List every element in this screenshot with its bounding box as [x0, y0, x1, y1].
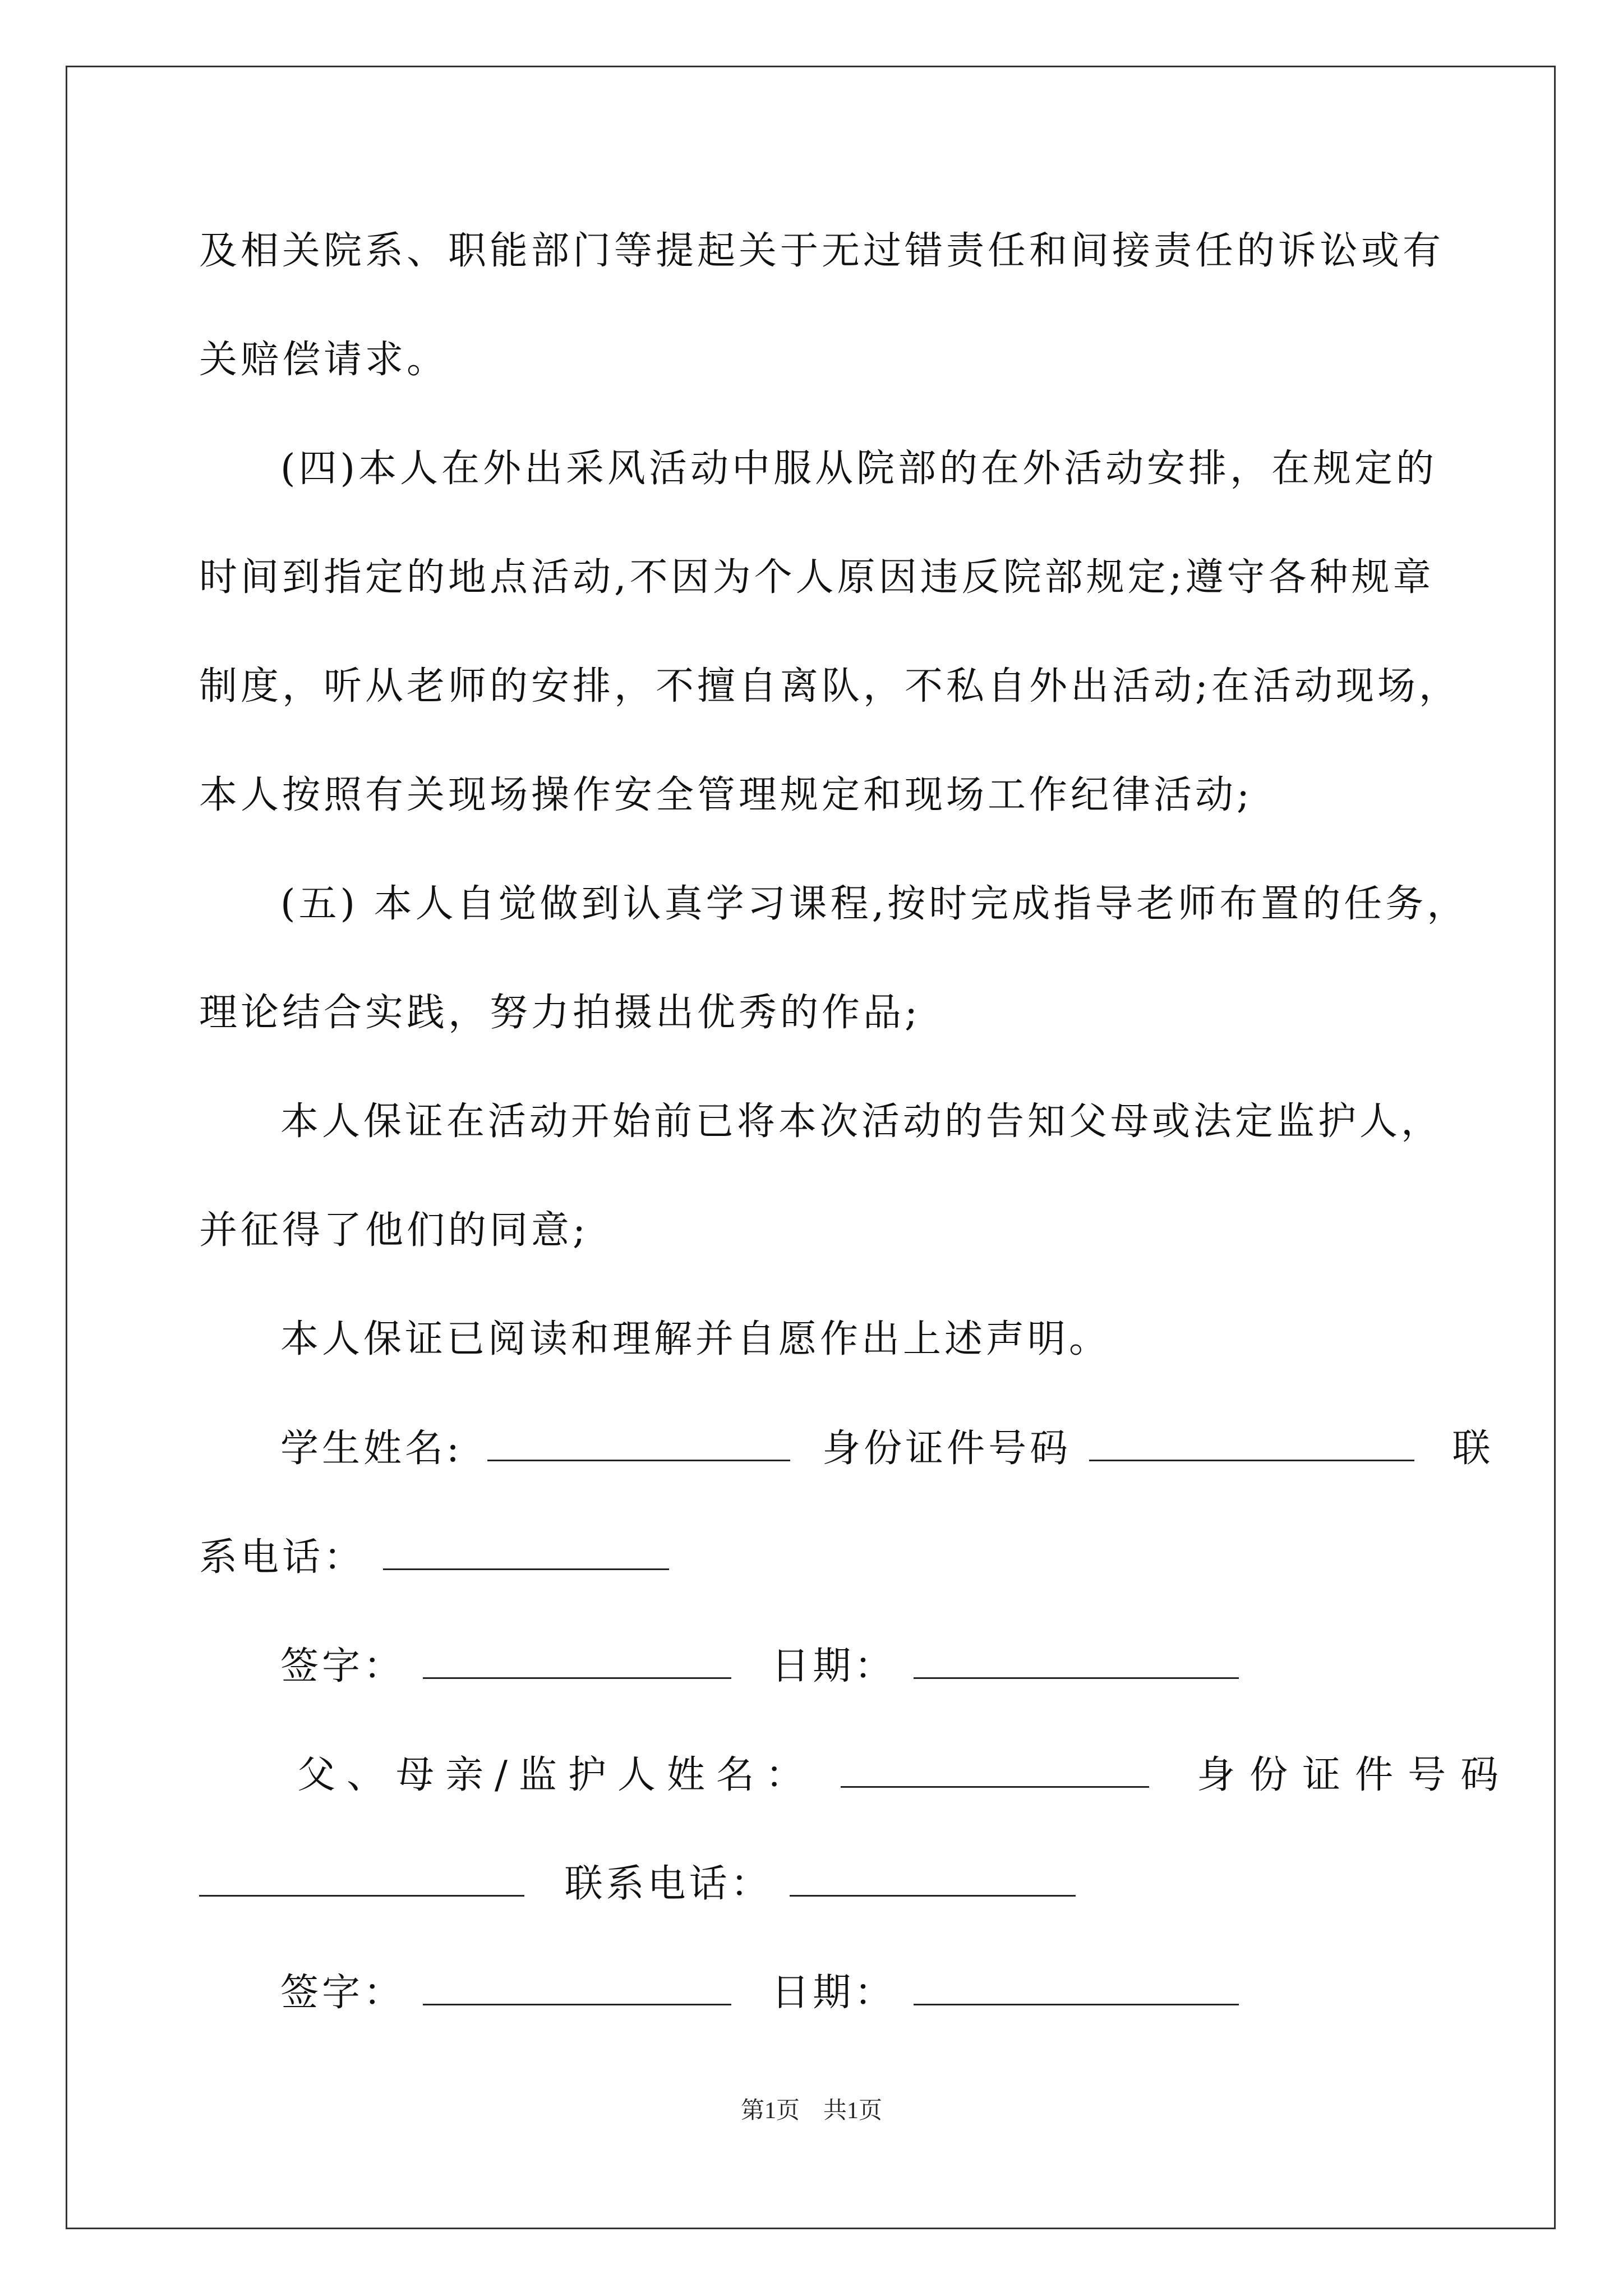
paragraph-1-line-1: 及相关院系、职能部门等提起关于无过错责任和间接责任的诉讼或有 — [199, 229, 1445, 273]
page-footer: 第1页 共1页 — [740, 2098, 882, 2124]
student-name-label: 学生姓名: — [280, 1427, 463, 1471]
student-phone-label-part1: 联 — [1452, 1427, 1494, 1471]
guardian-phone-label: 联系电话： — [564, 1862, 772, 1906]
student-name-field[interactable] — [487, 1426, 790, 1461]
guardian-info-row — [297, 1752, 1513, 1798]
paragraph-3-line-1: (五) 本人自觉做到认真学习课程,按时完成指导老师布置的任务， — [280, 882, 1469, 926]
student-id-field[interactable] — [1089, 1426, 1414, 1461]
guardian-id-label: 身份证件号码 — [1197, 1753, 1514, 1797]
student-phone-label-part2: 系电话： — [199, 1535, 366, 1580]
paragraph-4-line-1: 本人保证在活动开始前已将本次活动的告知父母或法定监护人， — [280, 1099, 1443, 1144]
paragraph-1-line-2: 关赔偿请求。 — [199, 338, 449, 382]
student-phone-row — [199, 1535, 669, 1580]
guardian-name-label: 父、母亲/监护人姓名： — [297, 1753, 815, 1797]
guardian-date-label: 日期： — [771, 1971, 896, 2015]
student-phone-field[interactable] — [383, 1535, 669, 1570]
student-id-label: 身份证件号码 — [822, 1427, 1072, 1471]
paragraph-2-line-1: (四)本人在外出采风活动中服从院部的在外活动安排，在规定的 — [280, 447, 1438, 491]
paragraph-3-line-2: 理论结合实践，努力拍摄出优秀的作品; — [199, 991, 921, 1035]
paragraph-4-line-2: 并征得了他们的同意; — [199, 1208, 589, 1253]
paragraph-2-line-3: 制度，听从老师的安排，不擅自离队，不私自外出活动;在活动现场， — [199, 664, 1460, 708]
guardian-signature-field[interactable] — [423, 1970, 731, 2005]
student-info-row — [280, 1426, 1493, 1471]
paragraph-2-line-4: 本人按照有关现场操作安全管理规定和现场工作纪律活动; — [199, 773, 1253, 817]
student-sign-row — [280, 1644, 1239, 1689]
guardian-sign-label: 签字： — [280, 1971, 405, 2015]
paragraph-5-line-1: 本人保证已阅读和理解并自愿作出上述声明。 — [280, 1317, 1111, 1361]
paragraph-2-line-2: 时间到指定的地点活动,不因为个人原因违反院部规定;遵守各种规章 — [199, 555, 1435, 600]
guardian-date-field[interactable] — [914, 1970, 1239, 2005]
guardian-phone-field[interactable] — [790, 1861, 1076, 1897]
student-date-label: 日期： — [771, 1644, 896, 1688]
guardian-sign-row — [280, 1970, 1239, 2016]
guardian-phone-row — [199, 1861, 1076, 1907]
guardian-name-field[interactable] — [841, 1752, 1149, 1788]
guardian-id-field[interactable] — [199, 1861, 524, 1897]
student-signature-field[interactable] — [423, 1644, 731, 1679]
student-sign-label: 签字： — [280, 1644, 405, 1688]
student-date-field[interactable] — [914, 1644, 1239, 1679]
